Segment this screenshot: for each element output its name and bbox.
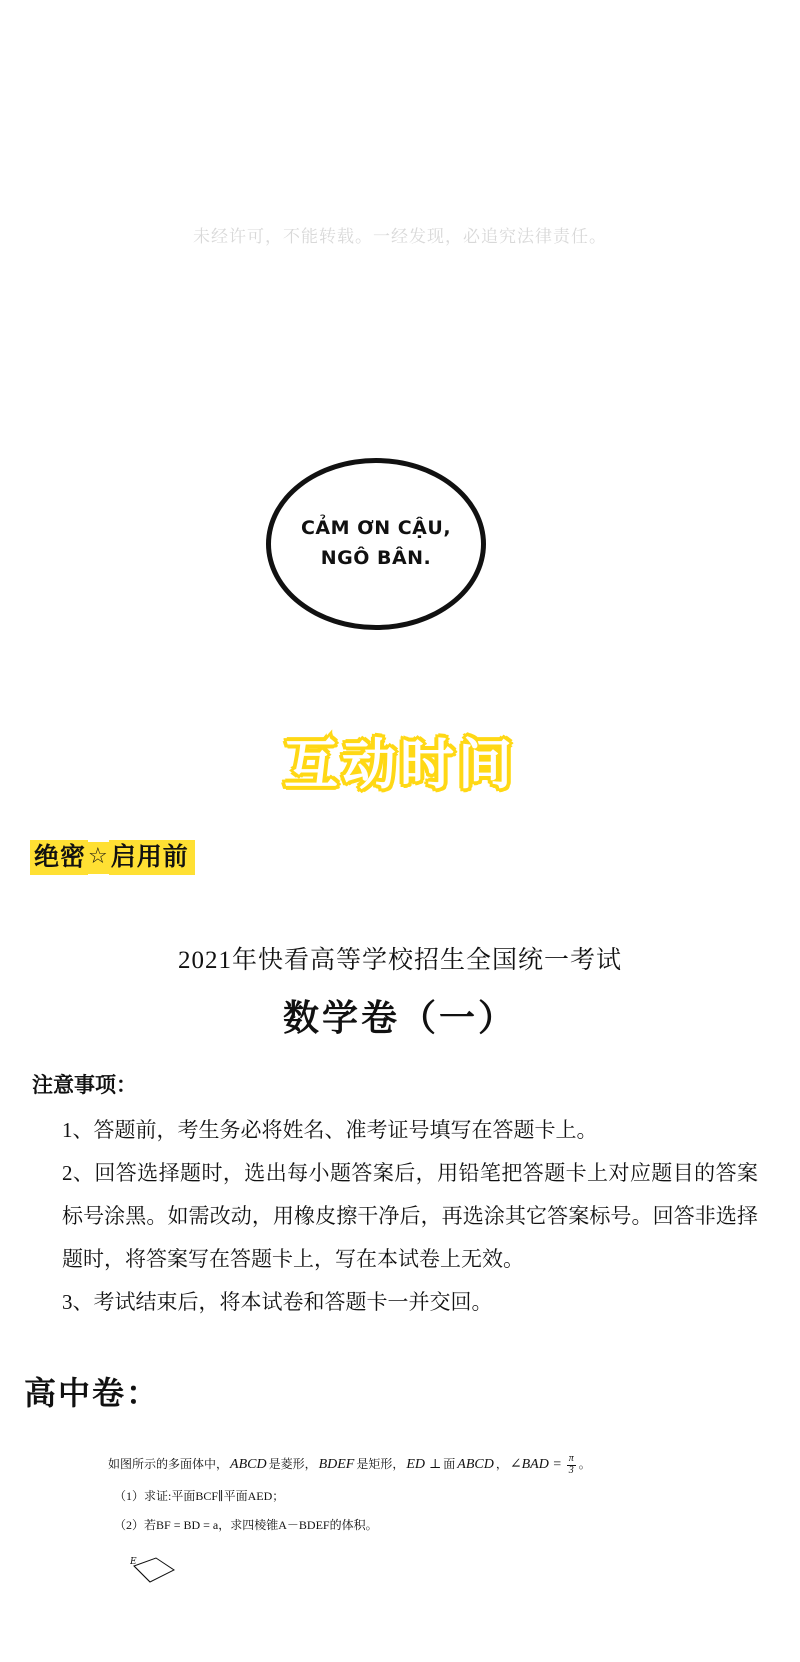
section-heading: 高中卷： bbox=[24, 1375, 161, 1412]
problem-stem bbox=[108, 1452, 740, 1479]
notice-item: 3、考试结束后，将本试卷和答题卡一并交回。 bbox=[62, 1290, 493, 1315]
speech-bubble-line-2: NGÔ BÂN. bbox=[320, 547, 432, 569]
secret-badge-right: 启用前 bbox=[109, 840, 195, 875]
symbol-abcd: ABCD bbox=[230, 1457, 267, 1473]
problem-part-2-label: （2） bbox=[114, 1517, 145, 1532]
exam-paper bbox=[0, 940, 800, 1588]
problem-part-2-tail: ，求四棱锥A－BDEF的体积。 bbox=[218, 1517, 378, 1532]
star-icon: ☆ bbox=[88, 842, 109, 874]
speech-bubble-line-1: CẢM ƠN CẬU, bbox=[300, 517, 452, 540]
problem-part-2 bbox=[114, 1514, 740, 1537]
symbol-comma: ， bbox=[495, 1457, 508, 1472]
problem-part-1-math: 平面BCF∥平面AED bbox=[171, 1488, 273, 1503]
problem-stem-part-1: 如图所示的多面体中， bbox=[108, 1457, 229, 1472]
problem-stem-part-2: 是菱形， bbox=[268, 1457, 317, 1472]
interaction-title: 互动时间 bbox=[284, 733, 516, 796]
notice-heading: 注意事项： bbox=[32, 1073, 137, 1097]
problem-part-1 bbox=[114, 1485, 740, 1508]
notice-item: 1、答题前，考生务必将姓名、准考证号填写在答题卡上。 bbox=[62, 1118, 598, 1142]
problem-figure bbox=[130, 1554, 740, 1588]
watermark-text: 未经许可，不能转载。一经发现，必追究法律责任。 bbox=[193, 227, 607, 246]
fraction-pi-over-3 bbox=[564, 1454, 579, 1476]
status-badge bbox=[30, 840, 195, 875]
svg-text:E: E bbox=[130, 1557, 137, 1568]
fraction-denominator: 3 bbox=[568, 1464, 574, 1476]
symbol-ed: ED bbox=[406, 1457, 426, 1473]
polyhedron-figure-icon bbox=[130, 1554, 190, 1588]
problem-part-1-text: 求证: bbox=[144, 1488, 172, 1503]
symbol-abcd-2: ABCD bbox=[457, 1457, 494, 1473]
fraction-numerator: π bbox=[568, 1453, 574, 1465]
problem-part-2-text: 若 bbox=[144, 1517, 157, 1532]
symbol-perpendicular: ⊥ bbox=[429, 1456, 442, 1472]
exam-title: 数学卷（一） bbox=[282, 998, 517, 1038]
problem-stem-part-3: 是矩形， bbox=[356, 1457, 405, 1472]
problem-part-2-math: BF = BD = a bbox=[156, 1517, 219, 1532]
problem-part-1-label: （1） bbox=[114, 1488, 145, 1503]
speech-bubble-text bbox=[266, 458, 486, 630]
notice-list bbox=[62, 1109, 758, 1324]
secret-badge-left: 绝密 bbox=[30, 840, 88, 875]
speech-bubble bbox=[266, 458, 486, 630]
math-problem bbox=[108, 1452, 740, 1588]
symbol-bdef: BDEF bbox=[318, 1457, 355, 1473]
problem-part-1-end: ； bbox=[272, 1488, 285, 1503]
problem-stem-period: 。 bbox=[578, 1457, 591, 1472]
notice-item: 2、回答选择题时，选出每小题答案后，用铅笔把答题卡上对应题目的答案标号涂黑。如需改动，用橡皮擦干净后，再选涂其它答案标号。回答非选择题时，将答案写在答题卡上，写在本试卷上无效。 bbox=[62, 1161, 758, 1272]
exam-subtitle: 2021年快看高等学校招生全国统一考试 bbox=[177, 947, 622, 974]
symbol-angle-bad: ∠BAD = bbox=[509, 1457, 562, 1473]
problem-stem-part-4: 面 bbox=[443, 1457, 456, 1472]
